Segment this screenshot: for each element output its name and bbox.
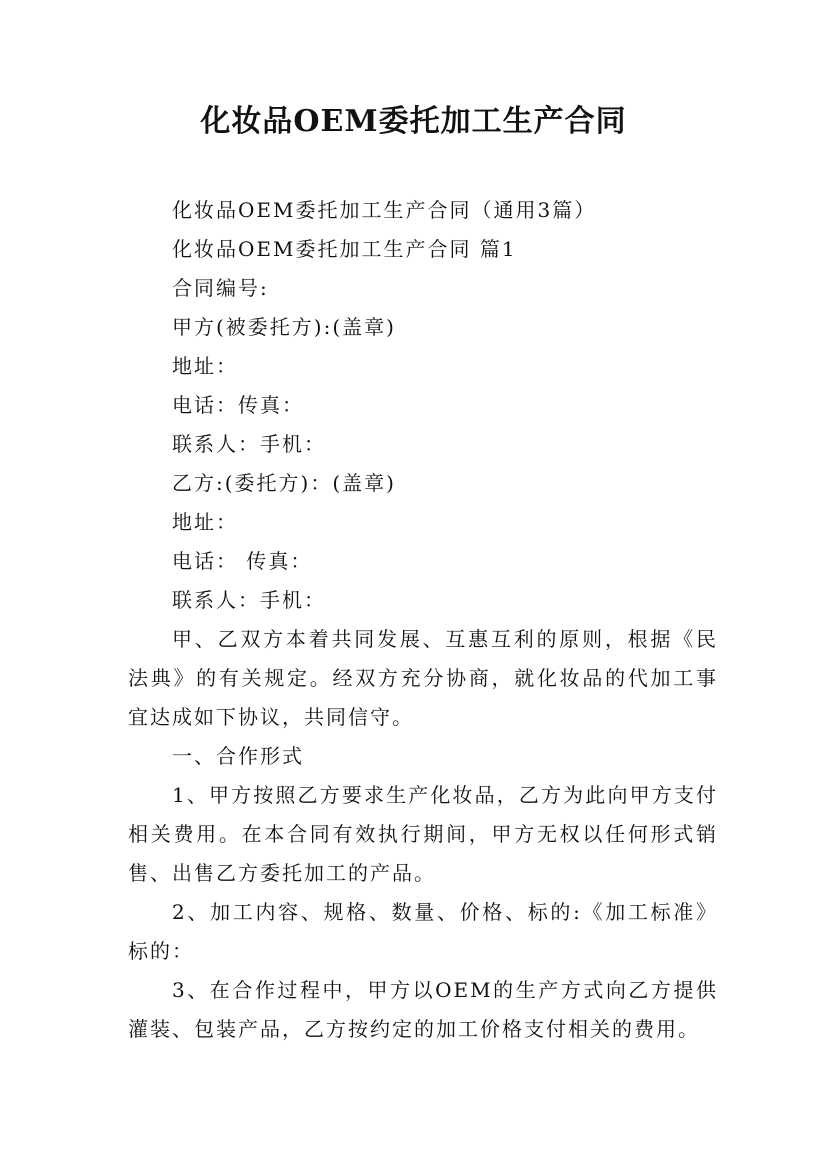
heading-general: 化妆品OEM委托加工生产合同（通用3篇）: [172, 198, 597, 222]
document-title: 化妆品OEM委托加工生产合同: [200, 104, 627, 139]
clause-1-paragraph: 1、甲方按照乙方要求生产化妆品，乙方为此向甲方支付相关费用。在本合同有效执行期间，甲方无权以任何形式销售、出售乙方委托加工的产品。: [128, 783, 718, 885]
party-b-address-line: 地址：: [172, 510, 238, 534]
document-body: [128, 191, 718, 1049]
party-a-contact-line: 联系人：手机：: [172, 432, 326, 456]
party-a-line: 甲方(被委托方):(盖章): [172, 315, 396, 339]
party-a-phone-fax-line: 电话：传真：: [172, 393, 304, 417]
heading-part-1: 化妆品OEM委托加工生产合同 篇1: [172, 237, 517, 261]
section-1-heading: 一、合作形式: [172, 744, 304, 768]
clause-3-paragraph: 3、在合作过程中，甲方以OEM的生产方式向乙方提供灌装、包装产品，乙方按约定的加工价格支付相关的费用。: [128, 978, 718, 1041]
preamble-paragraph: 甲、乙双方本着共同发展、互惠互利的原则，根据《民法典》的有关规定。经双方充分协商，就化妆品的代加工事宜达成如下协议，共同信守。: [128, 627, 718, 729]
clause-2-paragraph: 2、加工内容、规格、数量、价格、标的:《加工标准》标的：: [128, 900, 718, 963]
party-b-phone-fax-line: 电话： 传真：: [172, 549, 313, 573]
party-b-contact-line: 联系人：手机：: [172, 588, 326, 612]
party-a-address-line: 地址：: [172, 354, 238, 378]
contract-number-line: 合同编号:: [172, 276, 269, 300]
party-b-line: 乙方:(委托方)：(盖章): [172, 471, 396, 495]
